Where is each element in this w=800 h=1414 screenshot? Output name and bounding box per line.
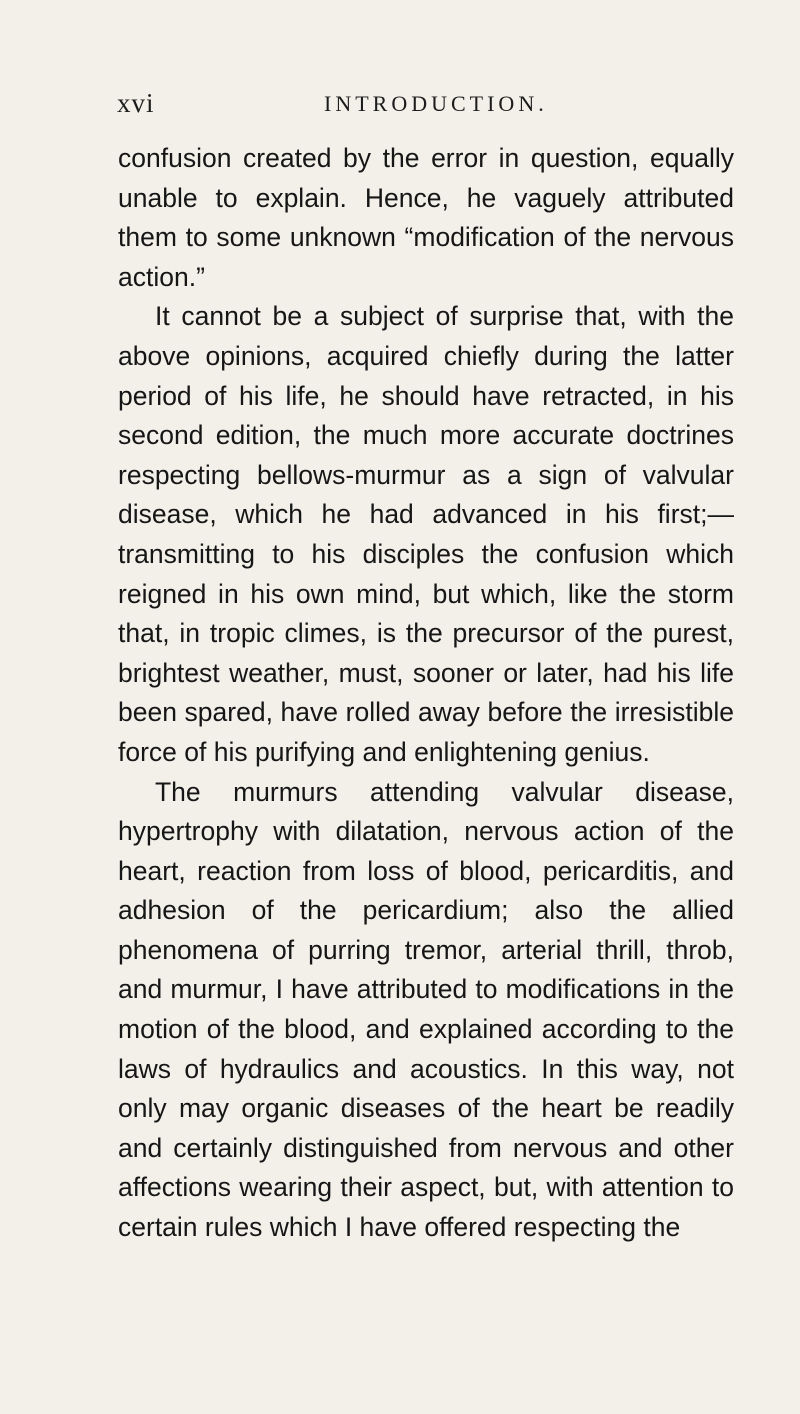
paragraph: The murmurs attending valvular disease, hypertrophy with dilatation, nervous action of the heart, reaction from loss of blood, pericarditis, and adhesion of the pericardium; also the allied phenomena of purring tremor, arterial thrill, throb, and murmur, I have attributed to modifications in the motion of the blood, and explained according to the laws of hydraulics and acoustics. In this way, not only may organic diseases of the heart be readily and certainly distinguished from nervous and other affections wearing their aspect, but, with attention to certain rules which I have offered respecting the (118, 776, 734, 1243)
paragraph: It cannot be a subject of surprise that, with the above opinions, acquired chiefly during the latter period of his life, he should have retracted, in his second edition, the much more accurate doctrines respecting bellows-murmur as a sign of valvular disease, which he had advanced in his first;—transmitting to his disciples the confusion which reigned in his own mind, but which, like the storm that, in tropic climes, is the precursor of the purest, brightest weather, must, sooner or later, had his life been spared, have rolled away before the irresistible force of his purifying and enlightening genius. (118, 301, 734, 767)
page-number: xvi (117, 88, 155, 118)
body-text (118, 139, 734, 1248)
page-header (0, 88, 800, 128)
running-head: INTRODUCTION. (324, 91, 548, 116)
paragraph-continued: confusion created by the error in question, equally unable to explain. Hence, he vaguely attributed them to some unknown “modification of the nervous action.” (118, 143, 734, 292)
